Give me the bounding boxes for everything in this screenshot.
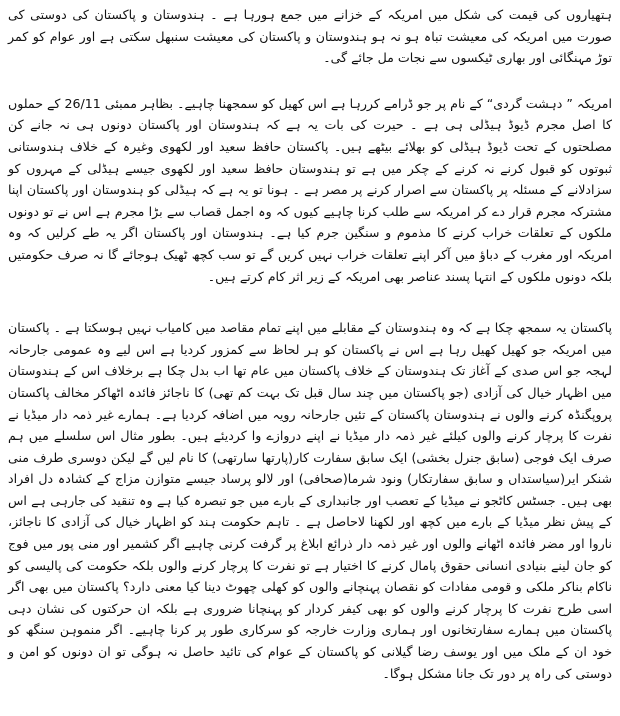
article-paragraph-2: امریکہ ” دہشت گردی“ کے نام پر جو ڈرامے کررہا ہے اس کھیل کو سمجھنا چاہیے۔ بظاہر ممبئی 26/11 کے حملوں کا اصل مجرم ڈیوڈ ہیڈلی ہی ہے ۔ حیرت کی بات یہ ہے کہ ہندوستان اور پاکستان دونوں ہی نہ جانے کن مصلحتوں کے تحت ڈیوڈ ہیڈلی کو بھلائے بیٹھے ہیں۔ پاکستان حافظ سعید اور لکھوی وغیرہ کے خلاف ہندوستانی ثبوتوں کو قبول کرنے نہ کرنے کے چکر میں ہے تو ہندوستان حافظ سعید اور لکھوی جیسے ہیڈلی کے مہروں کو سزادلانے کے مسئلہ پر پاکستان سے اصرار کرنے پر مصر ہے ۔ ہونا تو یہ ہے کہ ہیڈلی کو ہندوستان اور پاکستان اپنا مشترکہ مجرم قرار دے کر امریکہ سے طلب کرنا چاہیے کیوں کہ وہ اجمل قصاب سے بڑا مجرم ہے اس نے تو دونوں ملکوں کے تعلقات خراب کرنے کا مذموم و سنگین جرم کیا ہے۔ ہندوستان اور پاکستان اگر یہ طے کرلیں کہ وہ امریکہ اور مغرب کے دباؤ میں آکر اپنے تعلقات خراب نہیں کریں گے تو سب کچھ ٹھیک ہوجائے گا نہ صرف حکومتیں بلکہ دونوں ملکوں کے انتہا پسند عناصر بھی امریکہ کے زیر اثر کام کرتے ہیں۔ xyxy=(8,95,613,284)
article-paragraph-1: ہتھیاروں کی قیمت کی شکل میں امریکہ کے خزانے میں جمع ہورہا ہے ۔ ہندوستان و پاکستان کی دوستی کی صورت میں امریکہ کی معیشت تباہ ہو نہ ہو ہندوستان و پاکستان کی معیشت سنبھل سکتی ہے اور عوام کو کمر توڑ مہنگائی اور بھاری ٹیکسوں سے نجات مل جائے گی۔ xyxy=(8,7,612,66)
article-paragraph-3: پاکستان یہ سمجھ چکا ہے کہ وہ ہندوستان کے مقابلے میں اپنے تمام مقاصد میں کامیاب نہیں ہوسکتا ہے ۔ پاکستان میں امریکہ جو کھیل کھیل رہا ہے اس نے پاکستان کو ہر لحاظ سے کمزور کردیا ہے اس لیے وہ عمومی جارحانہ لہجہ جو اس صدی کے آغاز تک ہندوستان کے خلاف پاکستان میں عام تھا اب بدل چکا ہے برخلاف اس کے ہندوستان میں اظہار خیال کی آزادی (جو پاکستان میں چند سال قبل تک بہت کم تھی) کا ناجائز فائدہ اٹھاکر مخالف پاکستان پروپگنڈہ کرنے والوں نے ہندوستان پاکستان کے تئیں جارحانہ رویہ میں اضافہ کردیا ہے۔ ہمارے غیر ذمہ دار میڈیا نے نفرت کا پرچار کرنے والوں کیلئے غیر ذمہ دار میڈیا نے اپنے دروازے وا کردیئے ہیں۔ بطور مثال اس سلسلے میں ہم صرف ایک فوجی (سابق جنرل بخشی) ایک سابق سفارت کار(پارتھا سارتھی) کا نام لیں گے لیکن دوسری طرف منی شنکر ایر(سیاستداں و سابق سفارتکار) ونود شرما(صحافی) اور لالو پرساد جیسے متوازن مزاج کے کشادہ دل افراد بھی ہیں۔ جسٹس کاٹجو نے میڈیا کے تعصب اور جانبداری کے بارے میں جو تبصرہ کیا ہے وہ تنقید کی جارہی ہے اس کے پیش نظر میڈیا کے بارے میں کچھ اور لکھنا لاحاصل ہے ۔ تاہم حکومت ہند کو اظہار خیال کی آزادی کا ناجائز، ناروا اور مضر فائدہ اٹھانے والوں اور غیر ذمہ دار ذرائع ابلاغ پر گرفت کرنی چاہیے اگر کشمیر اور منی پور میں فوج کو جان لینے بنیادی انسانی حقوق پامال کرنے کا اختیار ہے تو نفرت کا پرچار کرنے والوں بلکہ حکومت کی پالیسی کو ناکام بناکر ملکی و قومی مفادات کو نقصان پہنچانے والوں کو کھلی چھوٹ دینا کیا معنی دارد؟ پاکستان میں بھی اگر اسی طرح نفرت کا پرچار کرنے والوں کو بھی کیفر کردار کو پہنچانا ضروری ہے بلکہ ان حرکتوں کی نشان دہی پاکستان میں ہمارے سفارتخانوں اور ہماری وزارت خارجہ کو سرکاری طور پر کرنا چاہیے۔ اگر منموہن سنگھ کو خود ان کے ملک میں اور یوسف رضا گیلانی کو پاکستان کے عوام کی تائید حاصل نہ ہوگی تو ان دونوں کو امن و دوستی کی راہ پر دور تک جانا مشکل ہوگا۔ xyxy=(8,320,612,681)
